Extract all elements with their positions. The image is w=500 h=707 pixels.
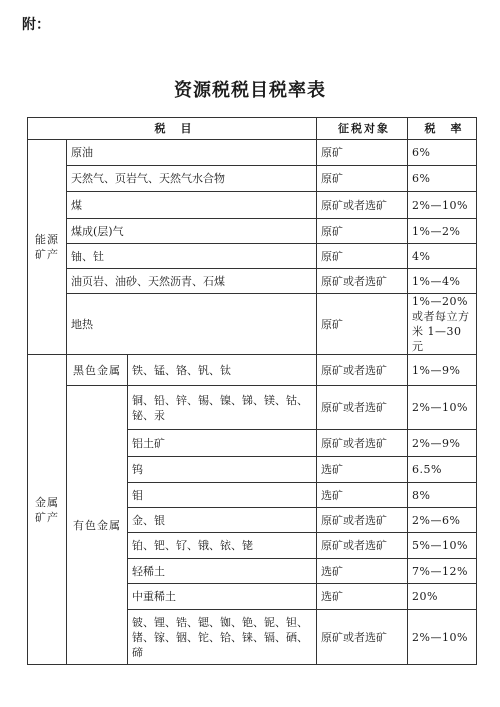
row-item: 铁、锰、铬、钒、钛 bbox=[128, 355, 317, 386]
row-item: 铍、锂、锆、锶、铷、铯、铌、钽、锗、镓、铟、铊、铪、铼、镉、硒、碲 bbox=[128, 610, 317, 665]
row-rate: 4% bbox=[408, 244, 477, 269]
row-rate: 2%—10% bbox=[408, 610, 477, 665]
row-object: 原矿或者选矿 bbox=[317, 386, 408, 430]
row-object: 原矿或者选矿 bbox=[317, 355, 408, 386]
table-row bbox=[28, 140, 477, 166]
row-rate: 5%—10% bbox=[408, 533, 477, 559]
row-item: 金、银 bbox=[128, 508, 317, 533]
row-rate: 7%—12% bbox=[408, 559, 477, 584]
row-object: 选矿 bbox=[317, 483, 408, 508]
header-rate: 税 率 bbox=[408, 118, 477, 140]
row-rate: 2%—9% bbox=[408, 430, 477, 457]
table-row bbox=[28, 355, 477, 386]
row-object: 原矿或者选矿 bbox=[317, 269, 408, 294]
page-title: 资源税税目税率表 bbox=[174, 80, 326, 101]
category-energy: 能源矿产 bbox=[28, 140, 67, 355]
row-rate: 1%—9% bbox=[408, 355, 477, 386]
row-item: 中重稀土 bbox=[128, 584, 317, 610]
row-rate: 20% bbox=[408, 584, 477, 610]
table-row bbox=[28, 166, 477, 192]
row-item: 天然气、页岩气、天然气水合物 bbox=[67, 166, 317, 192]
row-item: 原油 bbox=[67, 140, 317, 166]
row-item: 铂、钯、钌、锇、铱、铑 bbox=[128, 533, 317, 559]
header-object: 征税对象 bbox=[317, 118, 408, 140]
tax-rate-table bbox=[27, 117, 477, 665]
row-object: 选矿 bbox=[317, 559, 408, 584]
row-rate: 6% bbox=[408, 166, 477, 192]
row-rate: 1%—20%或者每立方米 1—30 元 bbox=[408, 294, 477, 355]
row-object: 原矿 bbox=[317, 166, 408, 192]
row-rate: 2%—10% bbox=[408, 386, 477, 430]
row-rate: 8% bbox=[408, 483, 477, 508]
row-item: 铜、铅、锌、锡、镍、锑、镁、钴、铋、汞 bbox=[128, 386, 317, 430]
subcategory-ferrous: 黑色金属 bbox=[67, 355, 128, 386]
table-header-row bbox=[28, 118, 477, 140]
row-item: 铝土矿 bbox=[128, 430, 317, 457]
row-rate: 2%—10% bbox=[408, 192, 477, 219]
attachment-label: 附： bbox=[22, 17, 50, 33]
row-rate: 1%—4% bbox=[408, 269, 477, 294]
header-item: 税 目 bbox=[28, 118, 317, 140]
row-item: 轻稀土 bbox=[128, 559, 317, 584]
row-item: 油页岩、油砂、天然沥青、石煤 bbox=[67, 269, 317, 294]
row-item: 煤成(层)气 bbox=[67, 219, 317, 244]
row-item: 钼 bbox=[128, 483, 317, 508]
row-object: 原矿或者选矿 bbox=[317, 430, 408, 457]
row-object: 选矿 bbox=[317, 584, 408, 610]
row-object: 原矿或者选矿 bbox=[317, 508, 408, 533]
row-item: 铀、钍 bbox=[67, 244, 317, 269]
row-rate: 2%—6% bbox=[408, 508, 477, 533]
table-row bbox=[28, 269, 477, 294]
row-item: 煤 bbox=[67, 192, 317, 219]
row-object: 原矿或者选矿 bbox=[317, 192, 408, 219]
row-rate: 6.5% bbox=[408, 457, 477, 483]
table-row bbox=[28, 244, 477, 269]
row-object: 原矿或者选矿 bbox=[317, 610, 408, 665]
row-object: 原矿 bbox=[317, 244, 408, 269]
category-metal: 金属矿产 bbox=[28, 355, 67, 665]
row-item: 地热 bbox=[67, 294, 317, 355]
row-item: 钨 bbox=[128, 457, 317, 483]
row-object: 原矿或者选矿 bbox=[317, 533, 408, 559]
table-row bbox=[28, 219, 477, 244]
row-object: 选矿 bbox=[317, 457, 408, 483]
table-row bbox=[28, 192, 477, 219]
row-object: 原矿 bbox=[317, 294, 408, 355]
table-row bbox=[28, 294, 477, 355]
table-row bbox=[28, 386, 477, 430]
row-rate: 1%—2% bbox=[408, 219, 477, 244]
subcategory-nonferrous: 有色金属 bbox=[67, 386, 128, 665]
row-object: 原矿 bbox=[317, 219, 408, 244]
row-object: 原矿 bbox=[317, 140, 408, 166]
row-rate: 6% bbox=[408, 140, 477, 166]
